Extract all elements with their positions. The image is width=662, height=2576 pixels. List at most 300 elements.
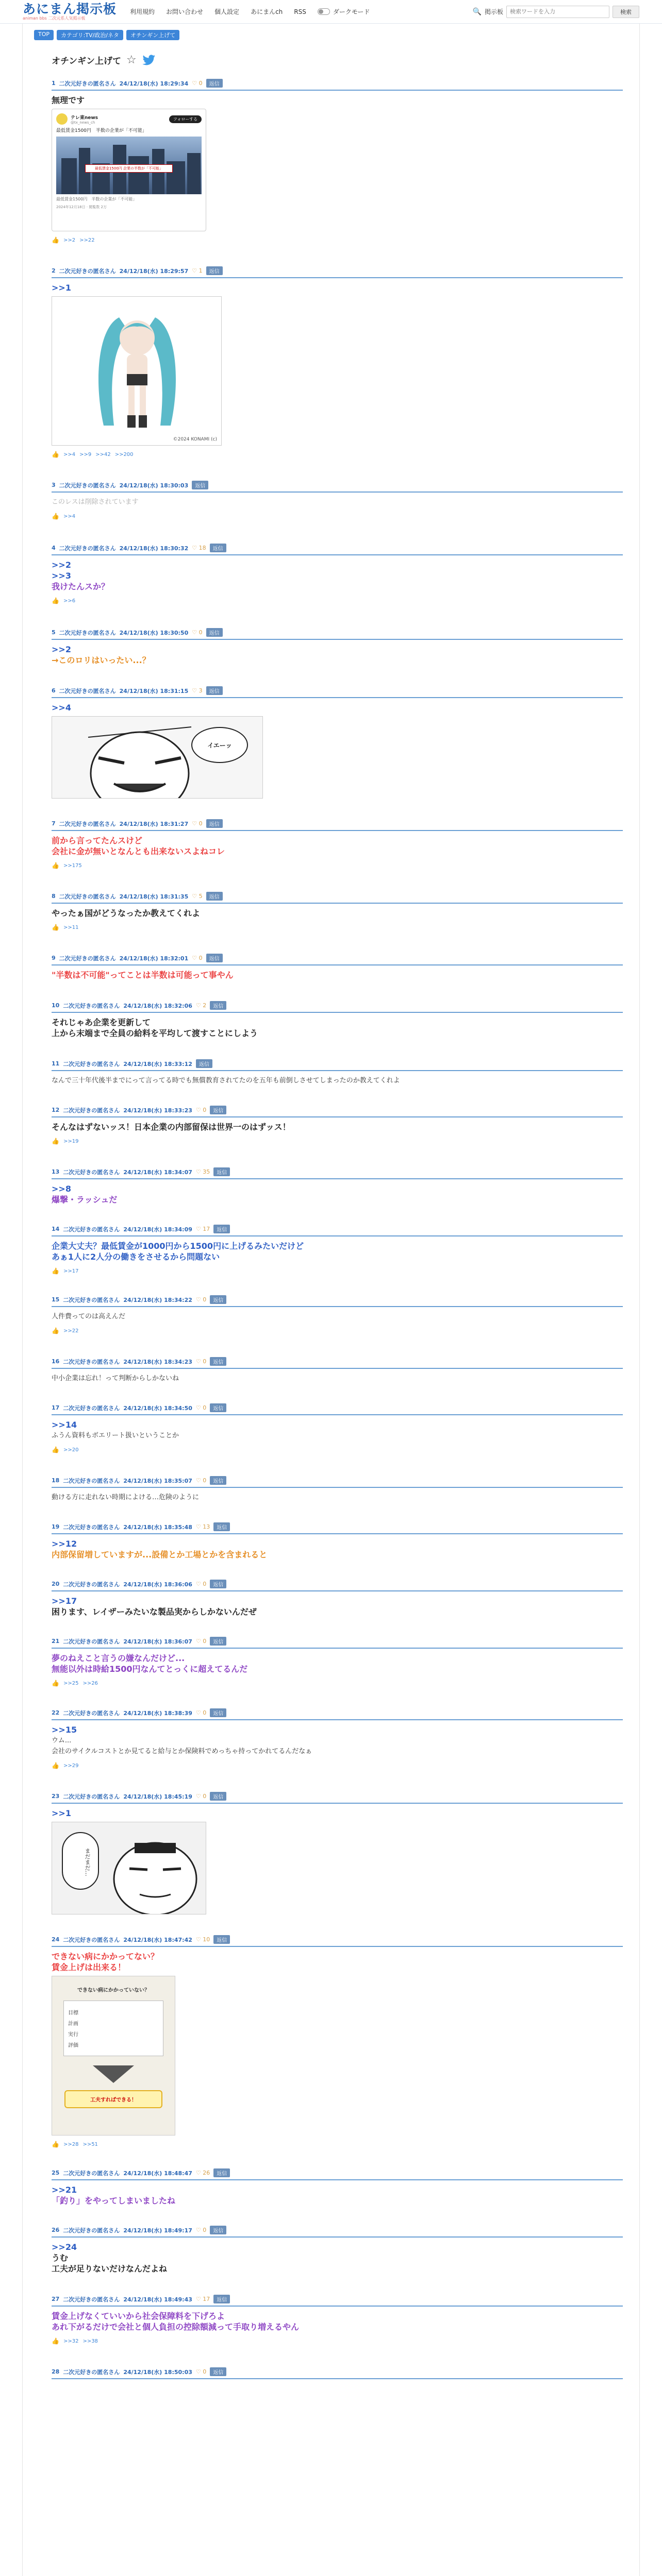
poster-name: 二次元好きの匿名さん xyxy=(63,2227,120,2234)
post-list xyxy=(34,79,628,2379)
post-body xyxy=(52,2238,623,2274)
post-date: 24/12/18(水) 18:36:07 xyxy=(123,1638,192,1645)
post-text-line: 困ります、レイザーみたいな製品実からしかないんだぜ xyxy=(52,1607,257,1617)
reply-button[interactable]: 返信 xyxy=(210,1476,226,1485)
post-text-line: そんなはずないッス！日本企業の内部留保は世界一のはずッス！ xyxy=(52,1122,291,1132)
post-item xyxy=(52,1637,623,1687)
thread-title-row xyxy=(52,54,628,66)
post-text-line: 「釣り」をやってしまいましたね xyxy=(52,2196,176,2206)
post-footer xyxy=(52,1441,623,1453)
post-body xyxy=(52,1071,623,1086)
post-text-line: あぁ1人に2人分の働きをさせるから問題ない xyxy=(52,1252,220,1262)
post-header xyxy=(52,2295,623,2307)
manga-panel-image[interactable] xyxy=(52,716,263,799)
thumbs-up-icon[interactable]: 👍 xyxy=(52,1138,59,1145)
reply-reference-link[interactable]: >>51 xyxy=(82,2141,98,2147)
reply-reference-link[interactable]: >>29 xyxy=(63,1762,79,1769)
post-date: 24/12/18(水) 18:31:35 xyxy=(119,893,189,900)
manga-panel-image[interactable] xyxy=(52,1822,206,1914)
heart-icon[interactable]: ♡ 35 xyxy=(195,1168,210,1175)
heart-icon[interactable]: ♡ 0 xyxy=(195,1296,207,1303)
thumbs-up-icon[interactable]: 👍 xyxy=(52,862,59,869)
post-number[interactable]: 2 xyxy=(52,267,56,274)
heart-icon[interactable]: ♡ 0 xyxy=(195,1477,207,1484)
post-header xyxy=(52,1792,623,1804)
reply-reference-link[interactable]: >>4 xyxy=(63,513,76,519)
post-number[interactable]: 16 xyxy=(52,1358,60,1365)
post-date: 24/12/18(水) 18:30:32 xyxy=(119,545,189,552)
reply-button[interactable]: 返信 xyxy=(210,1001,226,1010)
search-scope-select[interactable]: 掲示板 xyxy=(484,8,503,15)
post-header xyxy=(52,628,623,640)
post-text-line: あれ下がるだけで会社と個人負担の控除額減って手取り増えるやん xyxy=(52,2322,300,2332)
thumbs-up-icon[interactable]: 👍 xyxy=(52,513,59,520)
heart-icon[interactable]: ♡ 0 xyxy=(195,2227,207,2233)
reply-button[interactable]: 返信 xyxy=(206,628,223,637)
heart-count: 10 xyxy=(203,1936,210,1943)
reply-reference-link[interactable]: >>19 xyxy=(63,1138,79,1144)
post-number[interactable]: 19 xyxy=(52,1523,60,1530)
post-body xyxy=(52,640,623,666)
reply-reference-link[interactable]: >>42 xyxy=(95,451,111,457)
tweet-avatar xyxy=(56,113,68,125)
post-footer xyxy=(52,1262,623,1275)
reply-button[interactable]: 返信 xyxy=(206,79,223,88)
thumbs-up-icon[interactable]: 👍 xyxy=(52,236,59,244)
post-number[interactable]: 23 xyxy=(52,1793,60,1800)
reply-button[interactable]: 返信 xyxy=(206,954,223,962)
sheet-heading: できない病にかかっていない？ xyxy=(77,1988,150,1993)
post-footer xyxy=(52,507,623,520)
tweet-meta: 2024年12月18日 · 閲覧数 2万 xyxy=(56,205,107,209)
heart-icon[interactable]: ♡ 13 xyxy=(195,1523,210,1530)
post-date: 24/12/18(水) 18:48:47 xyxy=(123,2170,192,2177)
heart-count: 26 xyxy=(203,2170,210,2176)
reply-button[interactable]: 返信 xyxy=(210,1403,226,1412)
post-text-line[interactable]: >>14 xyxy=(52,1420,77,1430)
post-number[interactable]: 5 xyxy=(52,629,56,636)
post-text-line: 上から末端まで全員の給料を平均して渡すことにしよう xyxy=(52,1028,258,1038)
post-footer xyxy=(52,446,623,458)
heart-icon[interactable]: ♡ 0 xyxy=(195,1358,207,1365)
post-text-line: "半数は不可能"ってことは半数は可能って事やん xyxy=(52,970,234,980)
reply-button[interactable]: 返信 xyxy=(210,1357,226,1366)
post-number[interactable]: 28 xyxy=(52,2368,60,2375)
post-number[interactable]: 13 xyxy=(52,1168,60,1175)
post-date: 24/12/18(水) 18:47:42 xyxy=(123,1936,192,1943)
post-number[interactable]: 7 xyxy=(52,820,56,827)
heart-count: 0 xyxy=(198,820,203,827)
post-footer xyxy=(52,919,623,931)
post-date: 24/12/18(水) 18:33:23 xyxy=(123,1107,192,1114)
post-item xyxy=(52,1106,623,1145)
reply-button[interactable]: 返信 xyxy=(206,686,223,695)
tweet-follow-button: フォローする xyxy=(169,115,202,123)
post-item xyxy=(52,686,623,799)
figure-image[interactable] xyxy=(52,296,222,446)
post-text-line: 動ける方に走れない時期によける…危険のように xyxy=(52,1494,200,1501)
post-text-line[interactable]: >>17 xyxy=(52,1596,77,1606)
post-body xyxy=(52,493,623,507)
dark-mode-label: ダークモード xyxy=(333,8,370,15)
reply-reference-link[interactable]: >>25 xyxy=(63,1680,79,1686)
post-footer xyxy=(52,592,623,604)
logo-text: あにまん掲示板 xyxy=(23,2,117,16)
poster-name: 二次元好きの匿名さん xyxy=(59,482,116,489)
post-number[interactable]: 1 xyxy=(52,80,56,87)
star-icon[interactable]: ☆ xyxy=(126,54,137,66)
reply-button[interactable]: 返信 xyxy=(213,1935,230,1944)
poster-name: 二次元好きの匿名さん xyxy=(59,955,116,962)
post-text-line[interactable]: >>4 xyxy=(52,703,71,713)
sheet-item: 実行 xyxy=(68,2032,78,2038)
post-body xyxy=(52,1947,623,1973)
post-number[interactable]: 3 xyxy=(52,482,56,488)
thumbs-up-icon[interactable]: 👍 xyxy=(52,924,59,931)
thumbs-up-icon[interactable]: 👍 xyxy=(52,1267,59,1275)
poster-name: 二次元好きの匿名さん xyxy=(63,1168,120,1176)
chart-sheet-image[interactable] xyxy=(52,1976,175,2136)
poster-name: 二次元好きの匿名さん xyxy=(63,2368,120,2376)
reply-button[interactable]: 返信 xyxy=(210,1580,226,1588)
heart-count: 2 xyxy=(203,1002,207,1009)
reply-reference-link[interactable]: >>26 xyxy=(82,1680,98,1686)
post-text-line: 我けたんスか？ xyxy=(52,582,110,591)
heart-count: 35 xyxy=(203,1168,210,1175)
reply-button[interactable]: 返信 xyxy=(210,1106,226,1114)
post-header xyxy=(52,266,623,278)
reply-button[interactable]: 返信 xyxy=(206,892,223,901)
post-number[interactable]: 20 xyxy=(52,1581,60,1587)
post-item xyxy=(52,79,623,244)
post-number[interactable]: 17 xyxy=(52,1404,60,1411)
post-date: 24/12/18(水) 18:32:01 xyxy=(119,955,189,962)
tweet-embed-image[interactable] xyxy=(52,109,206,231)
post-header xyxy=(52,544,623,555)
post-text-line[interactable]: >>3 xyxy=(52,571,71,581)
post-number[interactable]: 25 xyxy=(52,2170,60,2176)
dark-mode-toggle[interactable] xyxy=(318,7,370,16)
post-item xyxy=(52,1708,623,1769)
twitter-bird-icon[interactable] xyxy=(142,55,156,66)
sheet-footer: 工夫すればできる！ xyxy=(64,2090,162,2108)
heart-icon[interactable]: ♡ 2 xyxy=(195,1002,207,1009)
heart-count: 0 xyxy=(203,2227,207,2233)
reply-button[interactable]: 返信 xyxy=(213,1225,230,1233)
heart-icon[interactable]: ♡ 17 xyxy=(195,2296,210,2302)
post-item xyxy=(52,1935,623,2148)
thumbs-up-icon[interactable]: 👍 xyxy=(52,2337,59,2345)
tweet-caption: 最低賃金1500円 半数の企業が「不可能」 xyxy=(56,197,137,201)
post-item xyxy=(52,1522,623,1560)
tweet-author-handle: @tx_news_ch xyxy=(71,120,95,125)
post-text-line[interactable]: >>1 xyxy=(52,1808,71,1818)
post-header xyxy=(52,1001,623,1013)
heart-icon[interactable]: ♡ 0 xyxy=(192,955,203,961)
post-header xyxy=(52,2168,623,2180)
tweet-author xyxy=(71,114,98,125)
post-header xyxy=(52,2226,623,2238)
post-number[interactable]: 21 xyxy=(52,1638,60,1645)
post-item xyxy=(52,2367,623,2379)
poster-name: 二次元好きの匿名さん xyxy=(59,687,116,694)
heart-count: 5 xyxy=(198,893,203,900)
heart-icon[interactable]: ♡ 0 xyxy=(192,820,203,827)
post-date: 24/12/18(水) 18:34:09 xyxy=(123,1226,192,1233)
search-button[interactable]: 検索 xyxy=(613,6,639,18)
post-body xyxy=(52,278,623,293)
post-item xyxy=(52,1295,623,1334)
post-item xyxy=(52,2226,623,2274)
post-footer xyxy=(52,1757,623,1769)
post-header xyxy=(52,1059,623,1071)
post-body xyxy=(52,1117,623,1132)
post-text-line: ふうん資料もボエリート扱いということか xyxy=(52,1432,179,1439)
poster-name: 二次元好きの匿名さん xyxy=(63,1581,120,1588)
post-body xyxy=(52,1415,623,1441)
post-number[interactable]: 27 xyxy=(52,2296,60,2302)
heart-icon[interactable]: ♡ 17 xyxy=(195,1226,210,1232)
tweet-header xyxy=(56,113,202,125)
reply-reference-link[interactable]: >>32 xyxy=(63,2338,79,2344)
breadcrumb-thread[interactable]: オチンギン上げて xyxy=(126,30,179,40)
reply-reference-link[interactable]: >>4 xyxy=(63,451,76,457)
reply-reference-link[interactable]: >>38 xyxy=(82,2338,98,2344)
post-number[interactable]: 22 xyxy=(52,1709,60,1716)
reply-button[interactable]: 返信 xyxy=(213,1167,230,1176)
poster-name: 二次元好きの匿名さん xyxy=(63,2296,120,2303)
heart-icon[interactable]: ♡ 0 xyxy=(195,1581,207,1587)
post-header xyxy=(52,1637,623,1649)
heart-icon[interactable]: ♡ 0 xyxy=(192,629,203,636)
post-date: 24/12/18(水) 18:31:15 xyxy=(119,687,189,694)
reply-button[interactable]: 返信 xyxy=(192,481,208,489)
reply-button[interactable]: 返信 xyxy=(210,1637,226,1646)
post-number[interactable]: 15 xyxy=(52,1296,60,1303)
post-body xyxy=(52,2307,623,2332)
reply-reference-link[interactable]: >>17 xyxy=(63,1268,79,1274)
post-date: 24/12/18(水) 18:45:19 xyxy=(123,1793,192,1800)
post-body xyxy=(52,555,623,592)
post-text-line[interactable]: >>15 xyxy=(52,1725,77,1735)
post-number[interactable]: 24 xyxy=(52,1936,60,1943)
post-item xyxy=(52,1225,623,1275)
post-body xyxy=(52,904,623,919)
poster-name: 二次元好きの匿名さん xyxy=(63,1709,120,1717)
post-body xyxy=(52,91,623,106)
heart-icon[interactable]: ♡ 0 xyxy=(192,80,203,87)
nav-settings[interactable]: 個人設定 xyxy=(214,8,240,15)
logo-subtitle: animan bbs 二次元系人気掲示板 xyxy=(23,16,86,21)
post-text-line[interactable]: >>12 xyxy=(52,1539,77,1549)
post-header xyxy=(52,954,623,965)
post-text-line: 会社に金が無いとなんとも出来ないスよねコレ xyxy=(52,846,225,856)
reply-button[interactable]: 返信 xyxy=(210,2226,226,2234)
reply-button[interactable]: 返信 xyxy=(196,1059,212,1068)
post-item xyxy=(52,1580,623,1617)
post-text-line: できない病にかかってない？ xyxy=(52,1952,159,1961)
tweet-photo-banner: 最低賃金1500円 企業の半数が「不可能」 xyxy=(85,164,173,173)
reply-button[interactable]: 返信 xyxy=(210,1295,226,1304)
post-item xyxy=(52,544,623,604)
post-date: 24/12/18(水) 18:31:27 xyxy=(119,820,189,827)
thumbs-up-icon[interactable]: 👍 xyxy=(52,451,59,458)
figure-caption: ©2024 KONAMI (c) xyxy=(173,437,217,442)
reply-reference-link[interactable]: >>6 xyxy=(63,598,76,604)
post-footer xyxy=(52,1132,623,1145)
heart-icon[interactable]: ♡ 18 xyxy=(192,545,206,551)
post-text-line[interactable]: >>24 xyxy=(52,2242,77,2252)
search-input[interactable] xyxy=(506,6,609,18)
post-body xyxy=(52,1369,623,1384)
post-number[interactable]: 4 xyxy=(52,545,56,551)
post-number[interactable]: 26 xyxy=(52,2227,60,2233)
post-footer xyxy=(52,1322,623,1334)
heart-icon[interactable]: ♡ 3 xyxy=(192,687,203,694)
post-text-line[interactable]: >>1 xyxy=(52,283,71,293)
thumbs-up-icon[interactable]: 👍 xyxy=(52,1446,59,1453)
heart-count: 0 xyxy=(203,1296,207,1303)
post-body xyxy=(52,1307,623,1322)
post-number[interactable]: 9 xyxy=(52,955,56,961)
post-date: 24/12/18(水) 18:36:06 xyxy=(123,1581,192,1588)
breadcrumb-top[interactable]: TOP xyxy=(34,30,54,40)
nav-terms[interactable]: 利用規約 xyxy=(130,8,155,15)
post-header xyxy=(52,1522,623,1534)
thumbs-up-icon[interactable]: 👍 xyxy=(52,1680,59,1687)
post-item xyxy=(52,1792,623,1914)
site-logo[interactable] xyxy=(23,3,117,21)
post-item xyxy=(52,1167,623,1205)
thumbs-up-icon[interactable]: 👍 xyxy=(52,2141,59,2148)
post-header xyxy=(52,481,623,493)
sheet-arrow xyxy=(93,2065,134,2083)
post-body xyxy=(52,1534,623,1560)
post-text-line: このレスは削除されています xyxy=(52,498,139,506)
post-body xyxy=(52,698,623,713)
nav-rss[interactable]: RSS xyxy=(294,8,306,15)
post-body xyxy=(52,1013,623,1039)
post-header xyxy=(52,819,623,831)
post-header xyxy=(52,1708,623,1720)
post-number[interactable]: 11 xyxy=(52,1060,60,1067)
reply-button[interactable]: 返信 xyxy=(213,2168,230,2177)
reply-reference-link[interactable]: >>20 xyxy=(63,1447,79,1453)
reply-button[interactable]: 返信 xyxy=(213,1522,230,1531)
reply-reference-link[interactable]: >>11 xyxy=(63,924,79,930)
reply-reference-link[interactable]: >>2 xyxy=(63,237,76,243)
reply-reference-link[interactable]: >>9 xyxy=(79,451,92,457)
breadcrumb-category[interactable]: カテゴリ:TV/政治/ネタ xyxy=(57,30,123,40)
post-date: 24/12/18(水) 18:49:17 xyxy=(123,2227,192,2234)
poster-name: 二次元好きの匿名さん xyxy=(63,1060,120,1067)
reply-button[interactable]: 返信 xyxy=(210,2367,226,2376)
post-text-line[interactable]: >>21 xyxy=(52,2185,77,2195)
nav-animanch[interactable]: あにまんch xyxy=(251,8,283,15)
thumbs-up-icon[interactable]: 👍 xyxy=(52,1327,59,1334)
post-body xyxy=(52,1804,623,1819)
post-text-line: うむ xyxy=(52,2253,69,2263)
heart-icon[interactable]: ♡ 0 xyxy=(195,1638,207,1645)
post-header xyxy=(52,1167,623,1179)
reply-reference-link[interactable]: >>28 xyxy=(63,2141,79,2147)
reply-button[interactable]: 返信 xyxy=(206,819,223,828)
post-text-line: →このロリはいったい...？ xyxy=(52,655,151,665)
reply-button[interactable]: 返信 xyxy=(210,1708,226,1717)
heart-count: 0 xyxy=(203,1581,207,1587)
reply-button[interactable]: 返信 xyxy=(213,2295,230,2303)
poster-name: 二次元好きの匿名さん xyxy=(63,2170,120,2177)
poster-name: 二次元好きの匿名さん xyxy=(63,1404,120,1412)
post-date: 24/12/18(水) 18:49:43 xyxy=(123,2296,192,2303)
reply-reference-link[interactable]: >>175 xyxy=(63,862,82,869)
post-text-line: ウム... xyxy=(52,1737,72,1744)
post-text-line: 人件費ってのは高えんだ xyxy=(52,1313,126,1320)
heart-count: 0 xyxy=(203,1404,207,1411)
toggle-switch[interactable] xyxy=(318,8,330,15)
heart-icon[interactable]: ♡ 5 xyxy=(192,893,203,900)
tweet-photo xyxy=(56,137,202,194)
heart-icon[interactable]: ♡ 0 xyxy=(195,2368,207,2375)
post-body xyxy=(52,1649,623,1674)
reply-button[interactable]: 返信 xyxy=(206,266,223,275)
post-text-line[interactable]: >>2 xyxy=(52,560,71,570)
poster-name: 二次元好きの匿名さん xyxy=(63,1936,120,1943)
post-number[interactable]: 14 xyxy=(52,1226,60,1232)
poster-name: 二次元好きの匿名さん xyxy=(63,1226,120,1233)
post-number[interactable]: 18 xyxy=(52,1477,60,1484)
reply-reference-link[interactable]: >>22 xyxy=(79,237,95,243)
reply-button[interactable]: 返信 xyxy=(210,1792,226,1801)
heart-icon[interactable]: ♡ 0 xyxy=(195,1709,207,1716)
post-body xyxy=(52,1720,623,1757)
post-text-line: 企業大丈夫？最低賃金が1000円から1500円に上げるみたいだけど xyxy=(52,1241,304,1251)
heart-icon[interactable]: ♡ 10 xyxy=(195,1936,210,1943)
poster-name: 二次元好きの匿名さん xyxy=(63,1793,120,1800)
heart-count: 0 xyxy=(203,1638,207,1645)
post-number[interactable]: 10 xyxy=(52,1002,60,1009)
sheet-item: 評価 xyxy=(68,2043,78,2048)
post-text-line[interactable]: >>2 xyxy=(52,645,71,654)
heart-icon[interactable]: ♡ 26 xyxy=(195,2170,210,2176)
post-text-line[interactable]: >>8 xyxy=(52,1184,71,1194)
post-item xyxy=(52,2168,623,2206)
heart-icon[interactable]: ♡ 0 xyxy=(195,1404,207,1411)
post-date: 24/12/18(水) 18:33:12 xyxy=(123,1060,192,1067)
post-number[interactable]: 12 xyxy=(52,1107,60,1113)
nav-contact[interactable]: お問い合わせ xyxy=(166,8,204,15)
thumbs-up-icon[interactable]: 👍 xyxy=(52,597,59,604)
poster-name: 二次元好きの匿名さん xyxy=(59,545,116,552)
post-footer xyxy=(52,1674,623,1687)
post-text-line: 前から言ってたんスけど xyxy=(52,836,143,845)
manga-bubble-text: まだまだ… xyxy=(84,1848,91,1876)
poster-name: 二次元好きの匿名さん xyxy=(59,629,116,636)
post-body xyxy=(52,1488,623,1503)
heart-icon[interactable]: ♡ 1 xyxy=(192,267,203,274)
post-item xyxy=(52,481,623,520)
post-text-line: 無能以外は時給1500円なんてとっくに超えてるんだ xyxy=(52,1664,248,1674)
reply-reference-link[interactable]: >>200 xyxy=(114,451,134,457)
post-number[interactable]: 8 xyxy=(52,893,56,900)
sheet-item: 目標 xyxy=(68,2010,78,2016)
reply-button[interactable]: 返信 xyxy=(210,544,226,552)
heart-icon[interactable]: ♡ 0 xyxy=(195,1793,207,1800)
reply-reference-link[interactable]: >>22 xyxy=(63,1328,79,1334)
post-number[interactable]: 6 xyxy=(52,687,56,694)
heart-icon[interactable]: ♡ 0 xyxy=(195,1107,207,1113)
thumbs-up-icon[interactable]: 👍 xyxy=(52,1762,59,1769)
